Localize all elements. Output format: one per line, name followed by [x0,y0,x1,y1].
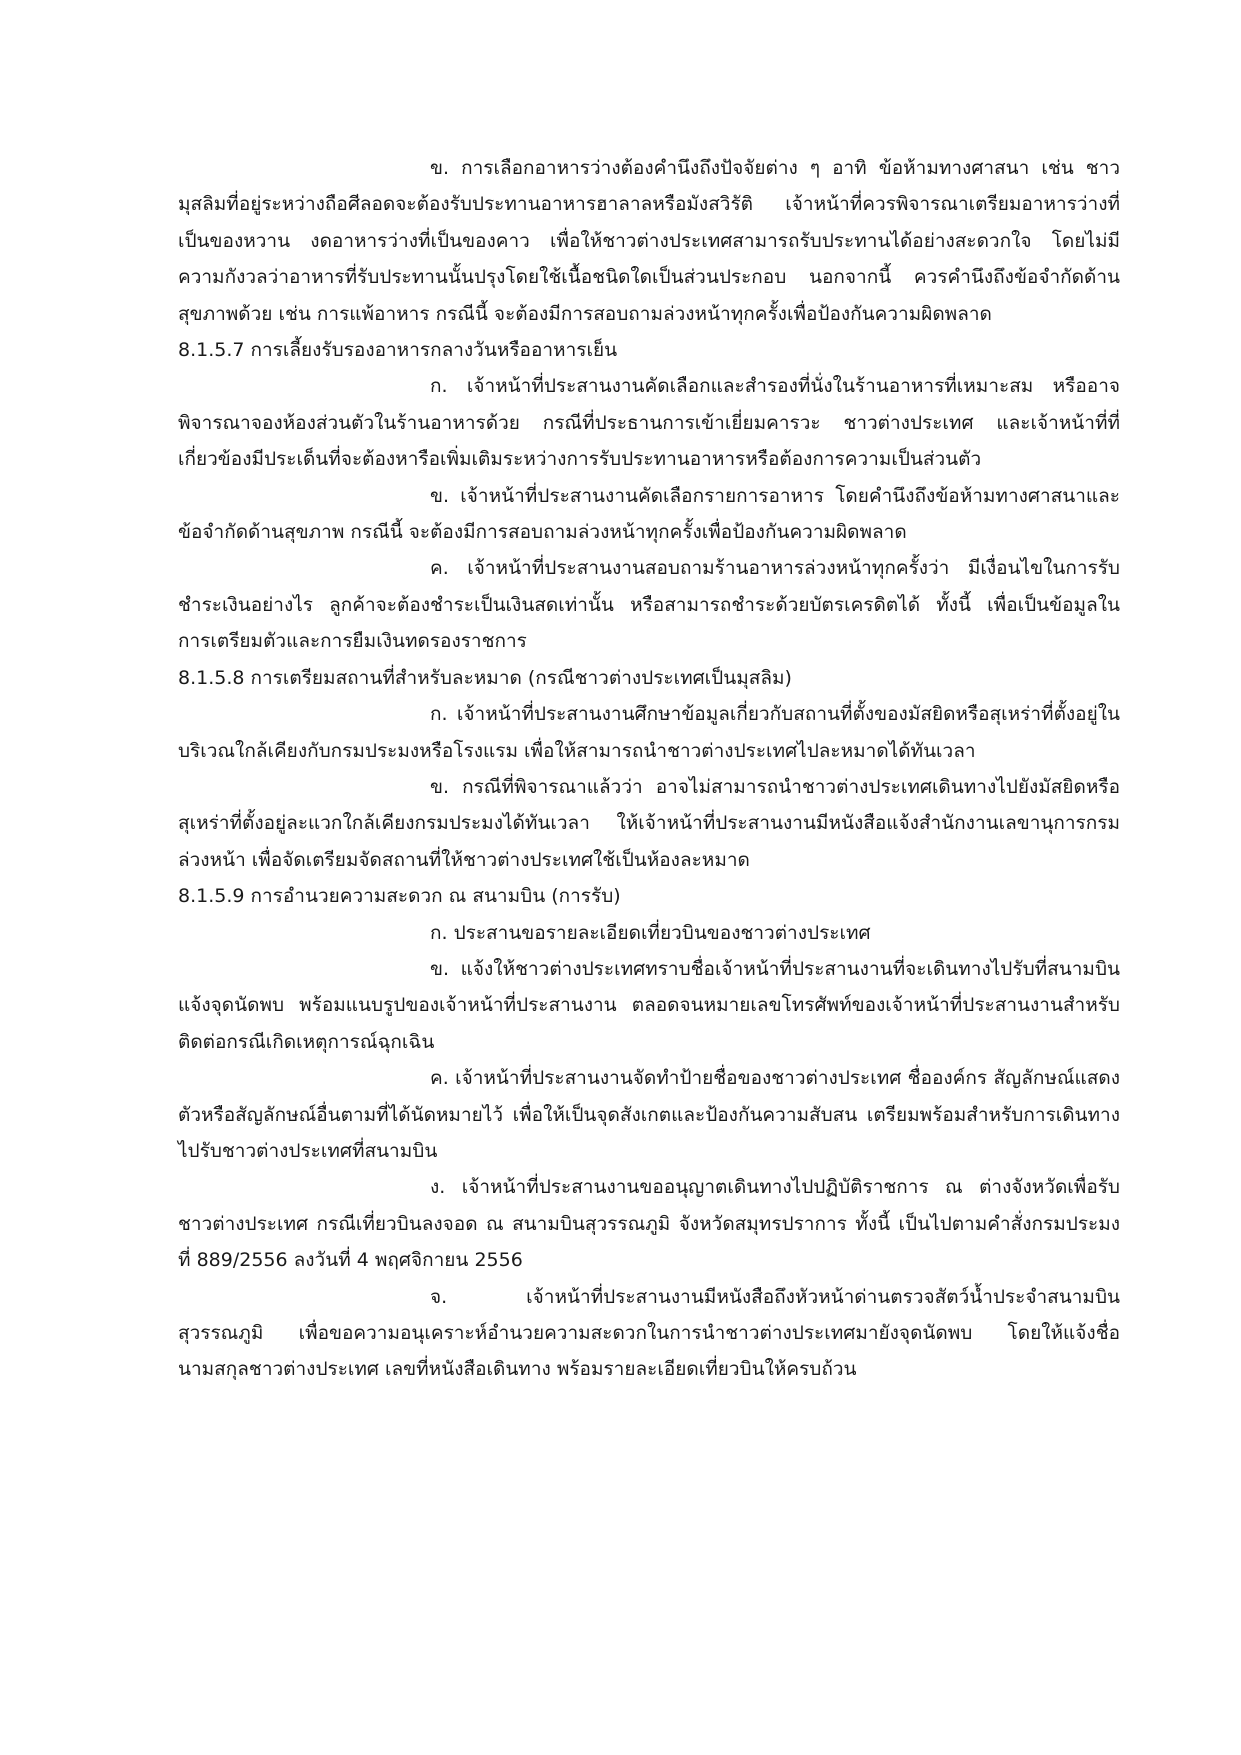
document-body [178,150,1120,1388]
paragraph-name-sign: ค. เจ้าหน้าที่ประสานงานจัดทำป้ายชื่อของชาวต่างประเทศ ชื่อองค์กร สัญลักษณ์แสดงตัวหรือสัญลักษณ์อื่นตามที่ได้นัดหมายไว้ เพื่อให้เป็นจุดสังเกตและป้องกันความสับสน เตรียมพร้อมสำหรับการเดินทางไปรับชาวต่างประเทศที่สนามบิน [178,1067,1120,1162]
section-heading-8-1-5-9: 8.1.5.9 การอำนวยความสะดวก ณ สนามบิน (การรับ) [178,885,621,908]
section-heading-8-1-5-8: 8.1.5.8 การเตรียมสถานที่สำหรับละหมาด (กรณีชาวต่างประเทศเป็นมุสลิม) [178,666,792,689]
paragraph-travel-permission: ง. เจ้าหน้าที่ประสานงานขออนุญาตเดินทางไปปฏิบัติราชการ ณ ต่างจังหวัดเพื่อรับชาวต่างประเทศ กรณีเที่ยวบินลงจอด ณ สนามบินสุวรรณภูมิ จังหวัดสมุทรปราการ ทั้งนี้ เป็นไปตามคำสั่งกรมประมง ที่ 889/2556 ลงวันที่ 4 พฤศจิกายน 2556 [178,1176,1120,1272]
section-heading-8-1-5-7: 8.1.5.7 การเลี้ยงรับรองอาหารกลางวันหรืออาหารเย็น [178,339,618,362]
paragraph-prayer-room: ข. กรณีที่พิจารณาแล้วว่า อาจไม่สามารถนำชาวต่างประเทศเดินทางไปยังมัสยิดหรือสุเหร่าที่ตั้งอยู่ละแวกใกล้เคียงกรมประมงได้ทันเวลา ให้เจ้าหน้าที่ประสานงานมีหนังสือแจ้งสำนักงานเลขานุการกรมล่วงหน้า เพื่อจัดเตรียมจัดสถานที่ให้ชาวต่างประเทศใช้เป็นห้องละหมาด [178,775,1120,871]
paragraph-flight-details: ก. ประสานขอรายละเอียดเที่ยวบินของชาวต่างประเทศ [430,921,871,944]
paragraph-mosque-info: ก. เจ้าหน้าที่ประสานงานศึกษาข้อมูลเกี่ยวกับสถานที่ตั้งของมัสยิดหรือสุเหร่าที่ตั้งอยู่ในบริเวณใกล้เคียงกับกรมประมงหรือโรงแรม เพื่อให้สามารถนำชาวต่างประเทศไปละหมาดได้ทันเวลา [178,703,1120,762]
paragraph-payment-inquiry: ค. เจ้าหน้าที่ประสานงานสอบถามร้านอาหารล่วงหน้าทุกครั้งว่า มีเงื่อนไขในการรับชำระเงินอย่างไร ลูกค้าจะต้องชำระเป็นเงินสดเท่านั้น หรือสามารถชำระด้วยบัตรเครดิตได้ ทั้งนี้ เพื่อเป็นข้อมูลในการเตรียมตัวและการยืมเงินทดรองราชการ [178,557,1120,653]
paragraph-fish-inspection-letter: จ. เจ้าหน้าที่ประสานงานมีหนังสือถึงหัวหน้าด่านตรวจสัตว์น้ำประจำสนามบินสุวรรณภูมิ เพื่อขอความอนุเคราะห์อำนวยความสะดวกในการนำชาวต่างประเทศมายังจุดนัดพบ โดยให้แจ้งชื่อนามสกุลชาวต่างประเทศ เลขที่หนังสือเดินทาง พร้อมรายละเอียดเที่ยวบินให้ครบถ้วน [178,1285,1120,1381]
paragraph-restaurant-reservation: ก. เจ้าหน้าที่ประสานงานคัดเลือกและสำรองที่นั่งในร้านอาหารที่เหมาะสม หรืออาจพิจารณาจองห้องส่วนตัวในร้านอาหารด้วย กรณีที่ประธานการเข้าเยี่ยมคารวะ ชาวต่างประเทศ และเจ้าหน้าที่ที่เกี่ยวข้องมีประเด็นที่จะต้องหารือเพิ่มเติมระหว่างการรับประทานอาหารหรือต้องการความเป็นส่วนตัว [178,375,1120,471]
paragraph-snack-selection: ข. การเลือกอาหารว่างต้องคำนึงถึงปัจจัยต่าง ๆ อาทิ ข้อห้ามทางศาสนา เช่น ชาวมุสลิมที่อยู่ระหว่างถือศีลอดจะต้องรับประทานอาหารฮาลาลหรือมังสวิรัติ เจ้าหน้าที่ควรพิจารณาเตรียมอาหารว่างที่เป็นของหวาน งดอาหารว่างที่เป็นของคาว เพื่อให้ชาวต่างประเทศสามารถรับประทานได้อย่างสะดวกใจ โดยไม่มีความกังวลว่าอาหารที่รับประทานนั้นปรุงโดยใช้เนื้อชนิดใดเป็นส่วนประกอบ นอกจากนี้ ควรคำนึงถึงข้อจำกัดด้านสุขภาพด้วย เช่น การแพ้อาหาร กรณีนี้ จะต้องมีการสอบถามล่วงหน้าทุกครั้งเพื่อป้องกันความผิดพลาด [178,157,1120,325]
paragraph-menu-selection: ข. เจ้าหน้าที่ประสานงานคัดเลือกรายการอาหาร โดยคำนึงถึงข้อห้ามทางศาสนาและข้อจำกัดด้านสุขภาพ กรณีนี้ จะต้องมีการสอบถามล่วงหน้าทุกครั้งเพื่อป้องกันความผิดพลาด [178,484,1120,544]
paragraph-meeting-point: ข. แจ้งให้ชาวต่างประเทศทราบชื่อเจ้าหน้าที่ประสานงานที่จะเดินทางไปรับที่สนามบิน แจ้งจุดนัดพบ พร้อมแนบรูปของเจ้าหน้าที่ประสานงาน ตลอดจนหมายเลขโทรศัพท์ของเจ้าหน้าที่ประสานงานสำหรับติดต่อกรณีเกิดเหตุการณ์ฉุกเฉิน [178,957,1120,1053]
